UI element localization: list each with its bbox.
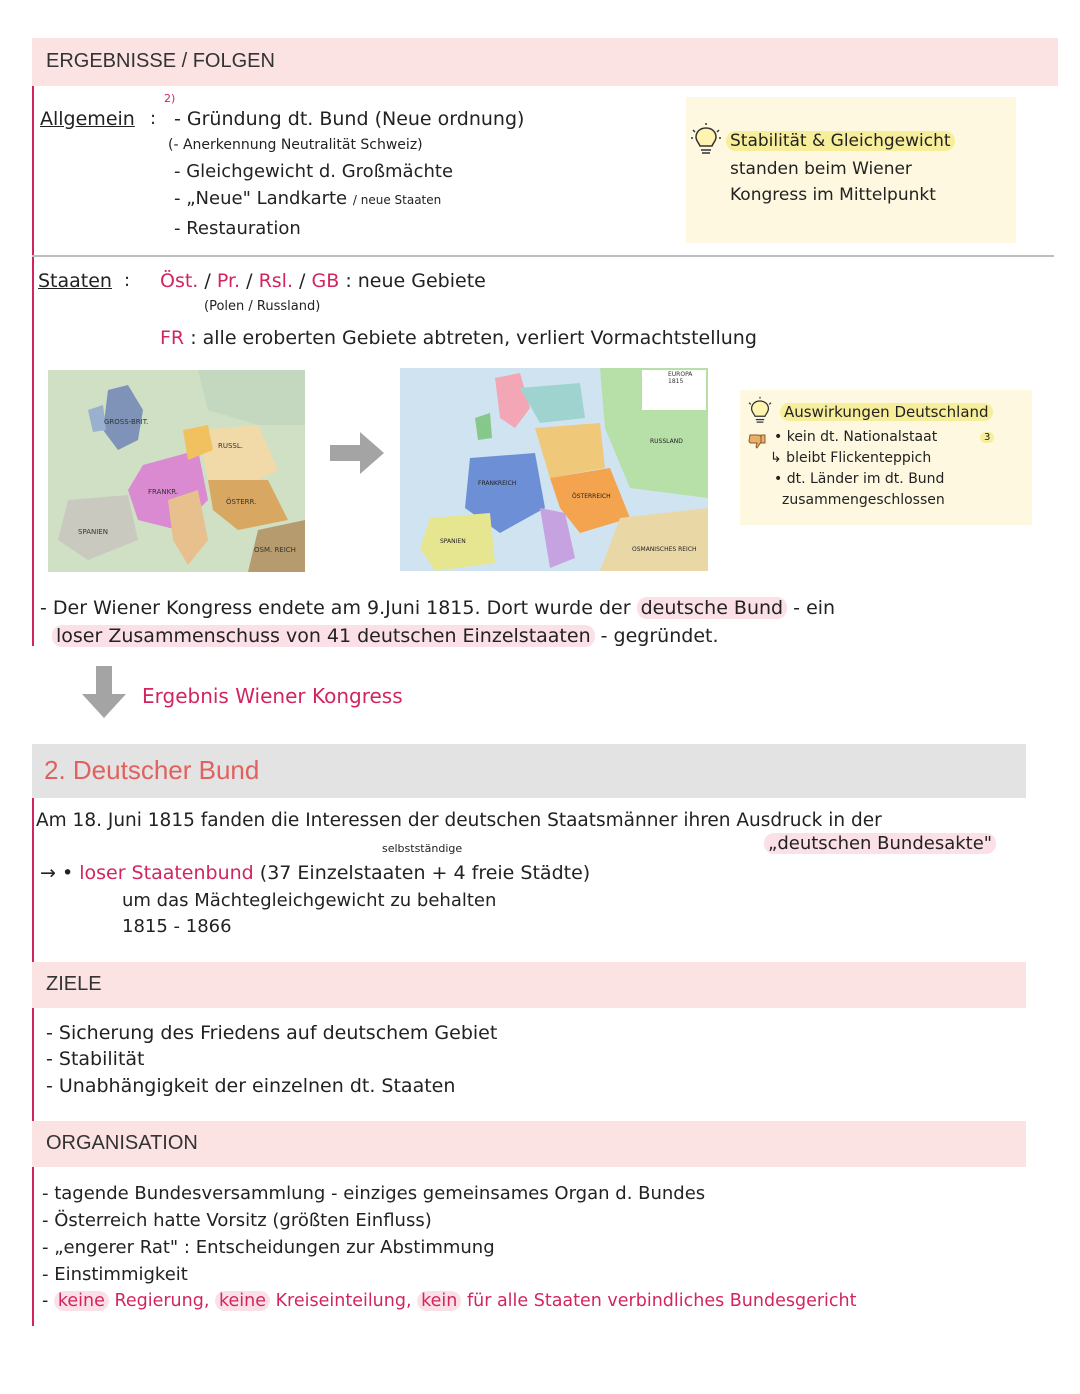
margin-line	[32, 798, 34, 1326]
tip-line: ↳ bleibt Flickenteppich	[770, 450, 932, 466]
list-item: - Stabilität	[46, 1048, 145, 1070]
list-item: - Unabhängigkeit der einzelnen dt. Staaten	[46, 1075, 456, 1097]
footnote-marker: 3	[980, 429, 994, 443]
result-label: Ergebnis Wiener Kongress	[142, 684, 403, 708]
intro-line: „deutschen Bundesakte"	[764, 833, 996, 854]
bund-line: → • loser Staatenbund (37 Einzelstaaten + 4 freie Städte)	[40, 862, 591, 884]
margin-line	[32, 86, 34, 646]
thumbs-down-icon	[748, 433, 766, 449]
annotation: selbstständige	[382, 842, 463, 855]
arrow-right-icon	[330, 432, 384, 474]
staaten-subnote: (Polen / Russland)	[204, 299, 321, 314]
allgemein-colon: :	[150, 108, 157, 129]
tip-title: Auswirkungen Deutschland	[780, 403, 993, 421]
map-label: SPANIEN	[440, 538, 466, 545]
tip-line: zusammengeschlossen	[782, 492, 945, 508]
map-label: RUSSL.	[218, 442, 243, 450]
tip-line: Kongress im Mittelpunkt	[730, 185, 936, 205]
staaten-colon: :	[124, 270, 131, 291]
footnote-marker: 2)	[164, 92, 176, 105]
map-label: ÖSTERR.	[226, 498, 257, 506]
years: 1815 - 1866	[122, 916, 232, 937]
section-header	[32, 962, 1026, 1008]
staaten-line: Öst. / Pr. / Rsl. / GB : neue Gebiete	[160, 270, 486, 292]
list-item: - tagende Bundesversammlung - einziges gemeinsames Organ d. Bundes	[42, 1183, 706, 1204]
list-item: - Österreich hatte Vorsitz (größten Einfluss)	[42, 1210, 432, 1231]
staaten-label: Staaten	[38, 270, 112, 292]
list-item: - keine Regierung, keine Kreiseinteilung, kein für alle Staaten verbindliches Bundesgericht	[42, 1291, 857, 1311]
map-label: FRANKREICH	[478, 480, 517, 487]
fr-line: FR : alle eroberten Gebiete abtreten, verliert Vormachtstellung	[160, 327, 757, 349]
allgemein-item: - Restauration	[174, 218, 301, 239]
map-label: FRANKR.	[148, 488, 179, 496]
summary-paragraph: loser Zusammenschuss von 41 deutschen Einzelstaaten - gegründet.	[52, 625, 719, 647]
list-item: - Einstimmigkeit	[42, 1264, 188, 1285]
section-title: ORGANISATION	[46, 1132, 198, 1154]
allgemein-item: (- Anerkennung Neutralität Schweiz)	[168, 137, 423, 153]
section-title: ZIELE	[46, 973, 102, 995]
divider	[32, 255, 1054, 257]
map-europe-1812	[48, 370, 305, 572]
tip-line: • dt. Länder im dt. Bund	[774, 471, 945, 487]
map-label: ÖSTERREICH	[572, 493, 611, 500]
lightbulb-icon	[746, 396, 774, 428]
map-label: OSMANISCHES REICH	[632, 546, 697, 553]
map-label: SPANIEN	[78, 528, 108, 536]
map-label: RUSSLAND	[650, 438, 683, 445]
summary-paragraph: - Der Wiener Kongress endete am 9.Juni 1815. Dort wurde der deutsche Bund - ein	[40, 597, 836, 619]
allgemein-item: - Gründung dt. Bund (Neue ordnung)	[174, 108, 525, 130]
map-label: OSM. REICH	[254, 546, 296, 554]
list-item: - „engerer Rat" : Entscheidungen zur Abstimmung	[42, 1237, 495, 1258]
tip-line: • kein dt. Nationalstaat	[774, 429, 938, 445]
tip-line: Stabilität & Gleichgewicht	[726, 131, 955, 151]
bund-line: um das Mächtegleichgewicht zu behalten	[122, 890, 497, 911]
allgemein-label: Allgemein	[40, 108, 135, 130]
map-label: GROSS-BRIT.	[104, 418, 149, 426]
intro-line: Am 18. Juni 1815 fanden die Interessen der deutschen Staatsmänner ihren Ausdruck in der	[36, 810, 882, 831]
section-title: 2. Deutscher Bund	[44, 755, 260, 785]
arrow-down-icon	[82, 666, 126, 718]
lightbulb-icon	[690, 122, 722, 160]
map-title: EUROPA 1815	[668, 371, 693, 385]
allgemein-item: - Gleichgewicht d. Großmächte	[174, 161, 454, 182]
tip-line: standen beim Wiener	[730, 159, 912, 179]
allgemein-item: - „Neue" Landkarte / neue Staaten	[174, 188, 442, 209]
list-item: - Sicherung des Friedens auf deutschem Gebiet	[46, 1022, 498, 1044]
map-europe-1815	[400, 368, 708, 571]
section-title: ERGEBNISSE / FOLGEN	[46, 50, 275, 72]
